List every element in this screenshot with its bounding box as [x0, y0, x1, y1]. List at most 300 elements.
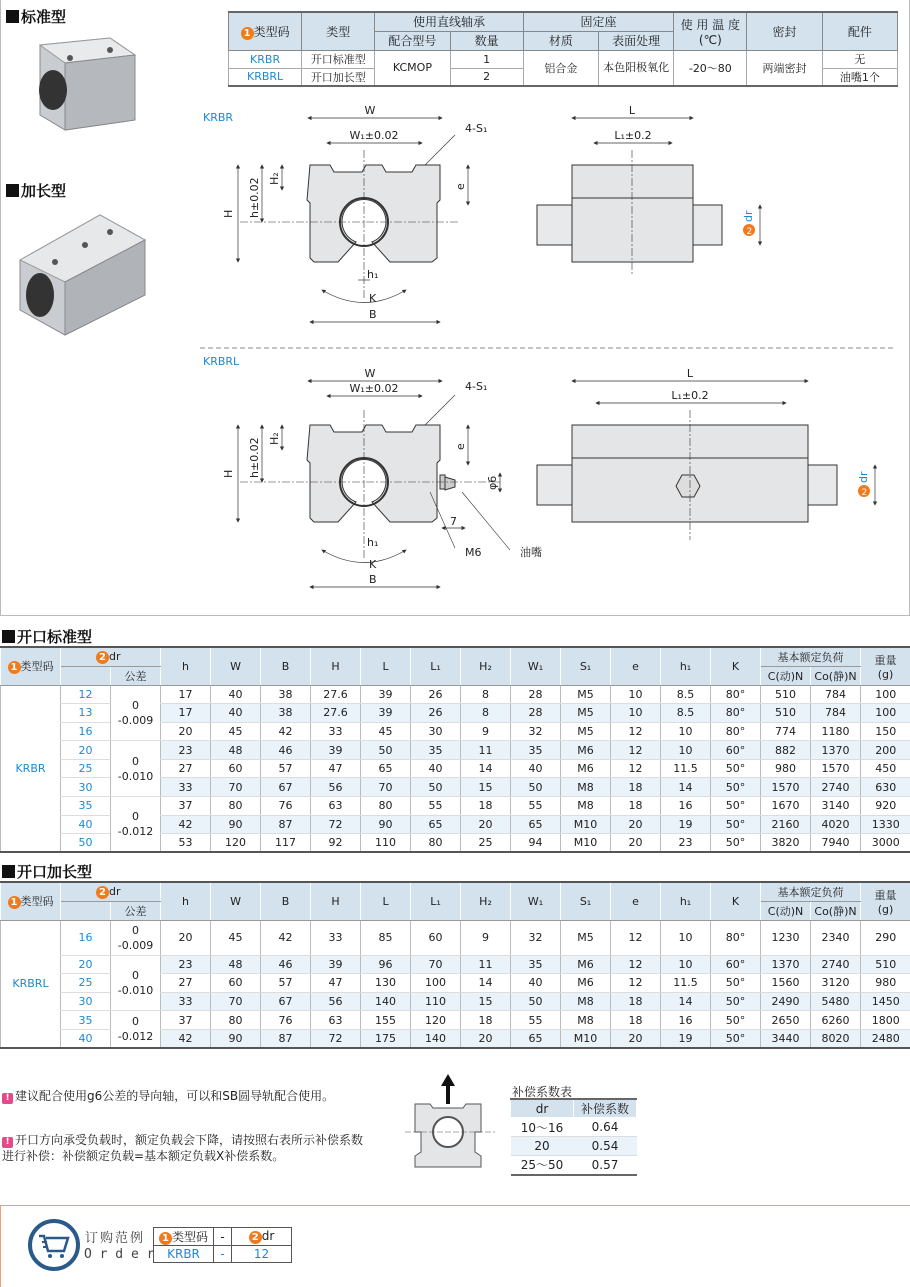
svg-text:W₁±0.02: W₁±0.02 — [349, 382, 399, 395]
value-cell: 510 — [761, 704, 811, 723]
value-cell: 33 — [161, 992, 211, 1011]
krbr-front-view — [238, 118, 468, 322]
value-cell: 784 — [811, 704, 861, 723]
svg-text:L: L — [686, 367, 694, 380]
value-cell: 50° — [711, 815, 761, 834]
value-cell: 90 — [211, 815, 261, 834]
svg-text:h±0.02: h±0.02 — [248, 437, 261, 478]
dr-cell: 25 — [61, 974, 111, 993]
value-cell: 50° — [711, 974, 761, 993]
compensation-title: 补偿系数表 — [512, 1085, 573, 1099]
value-cell: 2740 — [811, 955, 861, 974]
order-table: 1 类型码 - 2 dr KRBR - 12 — [153, 1227, 292, 1263]
dimension-drawings — [0, 0, 910, 616]
header-bearing: 使用直线轴承 — [375, 12, 523, 31]
value-cell: 15 — [461, 778, 511, 797]
value-cell: 17 — [161, 704, 211, 723]
value-cell: 19 — [661, 815, 711, 834]
value-cell: 40 — [411, 759, 461, 778]
value-cell: 30 — [411, 722, 461, 741]
value-cell: 2340 — [811, 920, 861, 955]
table-long-title: 开口加长型 — [2, 861, 92, 882]
value-cell: 1180 — [811, 722, 861, 741]
header-surface: 表面处理 — [598, 31, 673, 50]
value-cell: 48 — [211, 741, 261, 760]
value-cell: 50 — [511, 992, 561, 1011]
value-cell: 20 — [161, 920, 211, 955]
svg-text:L₁±0.2: L₁±0.2 — [671, 389, 709, 402]
header-dr: 2 dr — [61, 647, 161, 666]
value-cell: 200 — [861, 741, 910, 760]
dr-cell: 12 — [61, 685, 111, 704]
svg-text:2: 2 — [746, 227, 753, 237]
value-cell: 100 — [411, 974, 461, 993]
value-cell: 60° — [711, 955, 761, 974]
value-cell: 33 — [311, 920, 361, 955]
svg-text:H: H — [222, 209, 235, 218]
header-col: h₁ — [661, 647, 711, 685]
value-cell: 10 — [661, 741, 711, 760]
value-cell: 50 — [361, 741, 411, 760]
value-cell: 50° — [711, 759, 761, 778]
value-cell: 11 — [461, 955, 511, 974]
spec-row: KRBRL 开口加长型 2 油嘴1个 — [229, 68, 898, 86]
value-cell: 38 — [261, 685, 311, 704]
table-row — [1, 1011, 910, 1030]
value-cell: 56 — [311, 992, 361, 1011]
value-cell: 19 — [661, 1029, 711, 1048]
value-cell: M8 — [561, 1011, 611, 1030]
note-2: ! 开口方向承受负载时，额定负载会下降，请按照右表所示补偿系数进行补偿：补偿额定负载=基本额定负载X补偿系数。 — [2, 1133, 364, 1163]
value-cell: M5 — [561, 920, 611, 955]
warning-icon: ! — [2, 1137, 13, 1148]
value-cell: 55 — [511, 1011, 561, 1030]
value-cell: 1370 — [811, 741, 861, 760]
value-cell: 94 — [511, 834, 561, 853]
value-cell: 20 — [611, 815, 661, 834]
value-cell: 42 — [161, 1029, 211, 1048]
value-cell: 175 — [361, 1029, 411, 1048]
header-type-code: 1 类型码 — [229, 12, 302, 50]
order-title: 订购范例 — [85, 1231, 146, 1246]
value-cell: 3820 — [761, 834, 811, 853]
compensation-table: dr 补偿系数 10～16 0.64 20 0.54 25～50 0.57 — [510, 1098, 637, 1176]
value-cell: 40 — [511, 759, 561, 778]
value-cell: 980 — [761, 759, 811, 778]
value-cell: 85 — [361, 920, 411, 955]
value-cell: 65 — [411, 815, 461, 834]
svg-text:L: L — [628, 104, 636, 117]
value-cell: 47 — [311, 759, 361, 778]
value-cell: 12 — [611, 759, 661, 778]
value-cell: 14 — [461, 759, 511, 778]
svg-text:h±0.02: h±0.02 — [248, 177, 261, 218]
value-cell: 39 — [311, 741, 361, 760]
value-cell: 1570 — [761, 778, 811, 797]
header-weight: 重量 (g) — [861, 647, 910, 685]
header-col: H₂ — [461, 647, 511, 685]
cart-icon — [27, 1218, 81, 1272]
header-col: K — [711, 647, 761, 685]
value-cell: 90 — [211, 1029, 261, 1048]
header-housing: 固定座 — [523, 12, 674, 31]
header-col: h — [161, 647, 211, 685]
value-cell: 70 — [211, 778, 261, 797]
value-cell: 20 — [161, 722, 211, 741]
value-cell: 57 — [261, 759, 311, 778]
value-cell: 120 — [411, 1011, 461, 1030]
value-cell: 35 — [511, 741, 561, 760]
value-cell: 42 — [161, 815, 211, 834]
value-cell: M10 — [561, 815, 611, 834]
svg-text:φ6: φ6 — [486, 475, 499, 490]
value-cell: 1570 — [811, 759, 861, 778]
type-code-cell: KRBRL — [1, 920, 61, 1048]
header-material: 材质 — [523, 31, 598, 50]
value-cell: 76 — [261, 797, 311, 816]
header-col: H — [311, 647, 361, 685]
value-cell: 33 — [161, 778, 211, 797]
header-co: Co(静)N — [811, 666, 861, 685]
krbr-label: KRBR — [203, 111, 234, 124]
value-cell: 39 — [361, 685, 411, 704]
value-cell: 87 — [261, 815, 311, 834]
value-cell: 12 — [611, 920, 661, 955]
value-cell: 35 — [411, 741, 461, 760]
value-cell: 20 — [461, 1029, 511, 1048]
value-cell: 38 — [261, 704, 311, 723]
value-cell: 12 — [611, 722, 661, 741]
header-col: e — [611, 647, 661, 685]
value-cell: 774 — [761, 722, 811, 741]
tolerance-cell: 0 -0.009 — [111, 920, 161, 955]
header-col: e — [611, 882, 661, 920]
value-cell: 40 — [211, 704, 261, 723]
svg-text:K: K — [369, 558, 377, 571]
value-cell: 60° — [711, 741, 761, 760]
value-cell: 27.6 — [311, 704, 361, 723]
table-row — [1, 685, 910, 704]
dr-cell: 20 — [61, 955, 111, 974]
value-cell: 10 — [611, 704, 661, 723]
tolerance-cell: 0 -0.010 — [111, 741, 161, 797]
header-type-code: 1 类型码 — [1, 882, 61, 920]
value-cell: 67 — [261, 992, 311, 1011]
value-cell: 3120 — [811, 974, 861, 993]
value-cell: 18 — [461, 797, 511, 816]
header-c: C(动)N — [761, 901, 811, 920]
value-cell: 18 — [611, 778, 661, 797]
header-co: Co(静)N — [811, 901, 861, 920]
svg-text:e: e — [454, 183, 467, 190]
value-cell: 39 — [361, 704, 411, 723]
header-bearing-qty: 数量 — [450, 31, 523, 50]
value-cell: 46 — [261, 955, 311, 974]
svg-text:B: B — [369, 573, 377, 586]
value-cell: 23 — [161, 955, 211, 974]
value-cell: 8 — [461, 685, 511, 704]
value-cell: 45 — [211, 722, 261, 741]
header-c: C(动)N — [761, 666, 811, 685]
svg-text:H: H — [222, 469, 235, 478]
value-cell: 28 — [511, 704, 561, 723]
section-standard-title: 标准型 — [6, 6, 66, 27]
value-cell: 1450 — [861, 992, 910, 1011]
header-col: S₁ — [561, 647, 611, 685]
value-cell: 47 — [311, 974, 361, 993]
header-col: B — [261, 882, 311, 920]
value-cell: 37 — [161, 797, 211, 816]
dimension-table-standard — [0, 646, 910, 853]
value-cell: 1330 — [861, 815, 910, 834]
value-cell: M6 — [561, 741, 611, 760]
header-col: L₁ — [411, 882, 461, 920]
value-cell: 12 — [611, 955, 661, 974]
value-cell: 20 — [611, 834, 661, 853]
value-cell: 37 — [161, 1011, 211, 1030]
value-cell: 15 — [461, 992, 511, 1011]
svg-text:h₁: h₁ — [367, 268, 379, 281]
value-cell: 510 — [861, 955, 910, 974]
value-cell: 2740 — [811, 778, 861, 797]
dr-cell: 35 — [61, 1011, 111, 1030]
value-cell: 10 — [661, 920, 711, 955]
value-cell: 80 — [211, 1011, 261, 1030]
header-seal: 密封 — [747, 12, 822, 50]
value-cell: 14 — [661, 778, 711, 797]
value-cell: 42 — [261, 722, 311, 741]
svg-text:dr: dr — [857, 471, 870, 483]
value-cell: 8020 — [811, 1029, 861, 1048]
value-cell: 40 — [511, 974, 561, 993]
tolerance-cell: 0 -0.012 — [111, 797, 161, 853]
header-col: S₁ — [561, 882, 611, 920]
value-cell: 23 — [661, 834, 711, 853]
spec-row: KRBR 开口标准型 KCMOP 1 铝合金 本色阳极氧化 -20～80 两端密封 无 — [229, 50, 898, 68]
header-col: L — [361, 647, 411, 685]
value-cell: 96 — [361, 955, 411, 974]
header-col: L — [361, 882, 411, 920]
header-tolerance: 公差 — [111, 666, 161, 685]
value-cell: 14 — [461, 974, 511, 993]
value-cell: 2650 — [761, 1011, 811, 1030]
header-col: h — [161, 882, 211, 920]
type-code-cell: KRBR — [1, 685, 61, 852]
value-cell: 42 — [261, 920, 311, 955]
header-dr: 2 dr — [61, 882, 161, 901]
svg-text:W: W — [364, 367, 376, 380]
value-cell: 50° — [711, 797, 761, 816]
value-cell: 140 — [411, 1029, 461, 1048]
value-cell: 50° — [711, 834, 761, 853]
value-cell: 60 — [211, 759, 261, 778]
value-cell: 11.5 — [661, 759, 711, 778]
dr-cell: 25 — [61, 759, 111, 778]
value-cell: 50 — [511, 778, 561, 797]
header-col: B — [261, 647, 311, 685]
header-tolerance: 公差 — [111, 901, 161, 920]
value-cell: 630 — [861, 778, 910, 797]
value-cell: 16 — [661, 1011, 711, 1030]
value-cell: 55 — [411, 797, 461, 816]
value-cell: 45 — [211, 920, 261, 955]
value-cell: 2480 — [861, 1029, 910, 1048]
svg-text:4-S₁: 4-S₁ — [465, 122, 488, 135]
value-cell: 70 — [411, 955, 461, 974]
value-cell: M8 — [561, 778, 611, 797]
value-cell: 18 — [611, 797, 661, 816]
header-col: L₁ — [411, 647, 461, 685]
value-cell: 8.5 — [661, 704, 711, 723]
header-accessory: 配件 — [822, 12, 897, 50]
table-row — [1, 741, 910, 760]
note-1: ! 建议配合使用g6公差的导向轴，可以和SB圆导轨配合使用。 — [2, 1088, 382, 1104]
value-cell: 57 — [261, 974, 311, 993]
dr-cell: 13 — [61, 704, 111, 723]
value-cell: 40 — [211, 685, 261, 704]
header-col: h₁ — [661, 882, 711, 920]
value-cell: 8.5 — [661, 685, 711, 704]
value-cell: 6260 — [811, 1011, 861, 1030]
value-cell: 16 — [661, 797, 711, 816]
value-cell: 87 — [261, 1029, 311, 1048]
tolerance-cell: 0 -0.010 — [111, 955, 161, 1011]
header-col: W — [211, 882, 261, 920]
dr-cell: 16 — [61, 920, 111, 955]
value-cell: M6 — [561, 974, 611, 993]
value-cell: 150 — [861, 722, 910, 741]
value-cell: 28 — [511, 685, 561, 704]
header-col: W₁ — [511, 647, 561, 685]
value-cell: 1560 — [761, 974, 811, 993]
value-cell: 50° — [711, 992, 761, 1011]
order-subtitle: O r d e r — [84, 1247, 155, 1262]
svg-text:M6: M6 — [465, 546, 482, 559]
dr-cell: 20 — [61, 741, 111, 760]
value-cell: 290 — [861, 920, 910, 955]
value-cell: M8 — [561, 992, 611, 1011]
value-cell: 10 — [611, 685, 661, 704]
value-cell: 140 — [361, 992, 411, 1011]
value-cell: 12 — [611, 974, 661, 993]
value-cell: M5 — [561, 685, 611, 704]
svg-text:W: W — [364, 104, 376, 117]
value-cell: 1370 — [761, 955, 811, 974]
value-cell: 920 — [861, 797, 910, 816]
value-cell: 26 — [411, 685, 461, 704]
value-cell: 26 — [411, 704, 461, 723]
value-cell: 70 — [211, 992, 261, 1011]
value-cell: 53 — [161, 834, 211, 853]
value-cell: 100 — [861, 704, 910, 723]
value-cell: 510 — [761, 685, 811, 704]
header-type: 类型 — [302, 12, 375, 50]
value-cell: 76 — [261, 1011, 311, 1030]
value-cell: 17 — [161, 685, 211, 704]
value-cell: 50° — [711, 778, 761, 797]
value-cell: 9 — [461, 920, 511, 955]
value-cell: 72 — [311, 815, 361, 834]
table-standard-title: 开口标准型 — [2, 626, 92, 647]
value-cell: 20 — [611, 1029, 661, 1048]
value-cell: 60 — [211, 974, 261, 993]
dr-cell: 40 — [61, 1029, 111, 1048]
value-cell: 63 — [311, 797, 361, 816]
value-cell: 50° — [711, 1011, 761, 1030]
value-cell: 65 — [511, 1029, 561, 1048]
header-load: 基本额定负荷 — [761, 647, 861, 666]
value-cell: 14 — [661, 992, 711, 1011]
value-cell: 18 — [611, 992, 661, 1011]
svg-text:dr: dr — [742, 210, 755, 222]
svg-text:油嘴: 油嘴 — [520, 546, 542, 559]
value-cell: 55 — [511, 797, 561, 816]
value-cell: 784 — [811, 685, 861, 704]
value-cell: 92 — [311, 834, 361, 853]
compensation-row: 20 0.54 — [511, 1137, 637, 1156]
value-cell: 32 — [511, 920, 561, 955]
value-cell: 65 — [361, 759, 411, 778]
value-cell: 2160 — [761, 815, 811, 834]
dr-cell: 40 — [61, 815, 111, 834]
tolerance-cell: 0 -0.012 — [111, 1011, 161, 1048]
value-cell: 100 — [861, 685, 910, 704]
svg-text:H₂: H₂ — [268, 172, 281, 185]
value-cell: 3140 — [811, 797, 861, 816]
value-cell: 7940 — [811, 834, 861, 853]
value-cell: 67 — [261, 778, 311, 797]
value-cell: 33 — [311, 722, 361, 741]
value-cell: 4020 — [811, 815, 861, 834]
compensation-row: 10～16 0.64 — [511, 1118, 637, 1137]
value-cell: 27.6 — [311, 685, 361, 704]
value-cell: M6 — [561, 955, 611, 974]
value-cell: 11 — [461, 741, 511, 760]
value-cell: 72 — [311, 1029, 361, 1048]
tolerance-cell: 0 -0.009 — [111, 685, 161, 741]
order-box — [0, 1205, 910, 1287]
dimension-table-long — [0, 881, 910, 1049]
value-cell: 80° — [711, 704, 761, 723]
table-row — [1, 920, 910, 955]
value-cell: 120 — [211, 834, 261, 853]
value-cell: 50° — [711, 1029, 761, 1048]
value-cell: 60 — [411, 920, 461, 955]
svg-text:7: 7 — [450, 515, 457, 528]
value-cell: 46 — [261, 741, 311, 760]
value-cell: 18 — [611, 1011, 661, 1030]
dr-cell: 16 — [61, 722, 111, 741]
value-cell: 56 — [311, 778, 361, 797]
value-cell: M10 — [561, 834, 611, 853]
value-cell: 155 — [361, 1011, 411, 1030]
dr-cell: 30 — [61, 992, 111, 1011]
value-cell: 80° — [711, 685, 761, 704]
value-cell: 1800 — [861, 1011, 910, 1030]
svg-text:L₁±0.2: L₁±0.2 — [614, 129, 652, 142]
value-cell: 980 — [861, 974, 910, 993]
value-cell: 3000 — [861, 834, 910, 853]
compensation-row: 25～50 0.57 — [511, 1156, 637, 1175]
value-cell: 5480 — [811, 992, 861, 1011]
krbrl-label: KRBRL — [203, 355, 240, 368]
value-cell: 23 — [161, 741, 211, 760]
dr-cell: 30 — [61, 778, 111, 797]
header-col: H — [311, 882, 361, 920]
value-cell: M8 — [561, 797, 611, 816]
value-cell: 11.5 — [661, 974, 711, 993]
value-cell: 10 — [661, 722, 711, 741]
